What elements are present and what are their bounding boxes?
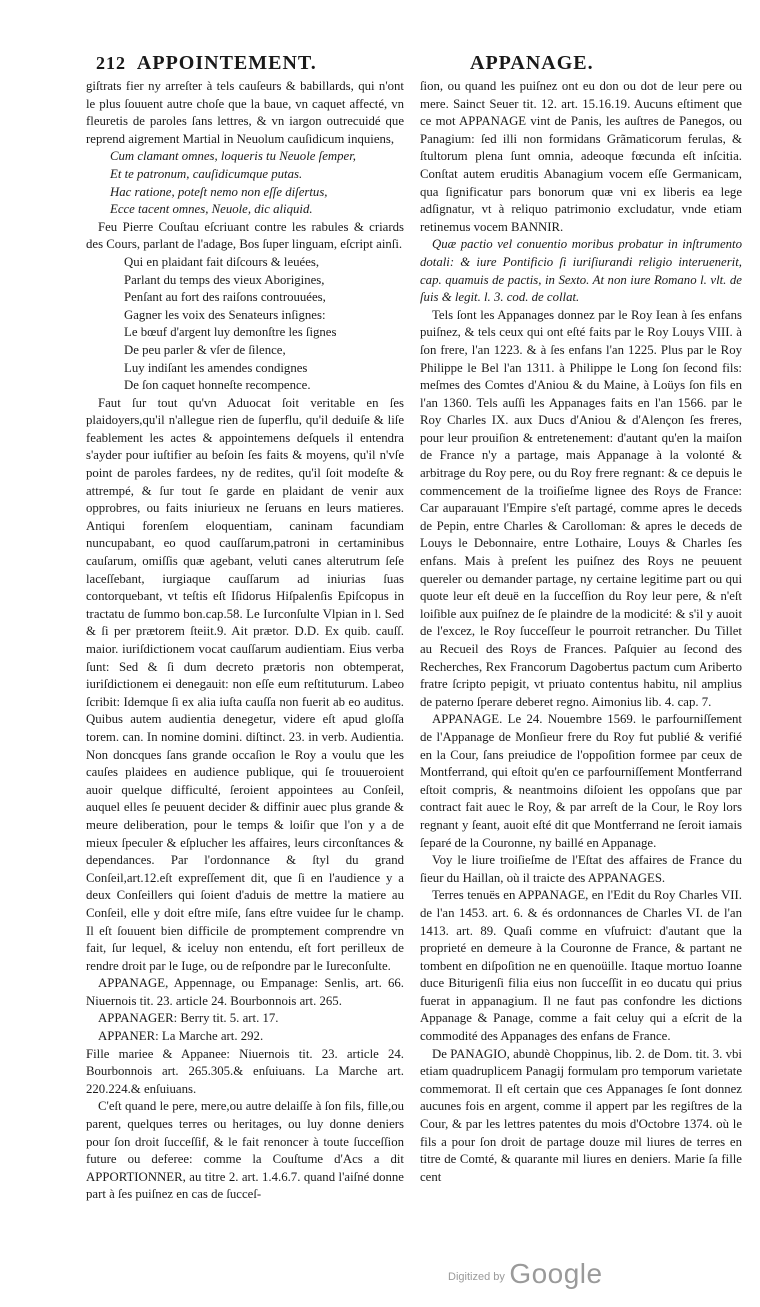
paragraph: APPANAGE. Le 24. Nouembre 1569. le parfourniſſement de l'Appanage de Monſieur frere du Roy fut publié & verifié en la Cour, ſans preiudice de l'oppoſition formee par ceux de Montferrand, qui eſtoit qu'en ce parfourniſſement Montferrand eſtoit compris, & neantmoins diſoient les oppoſans que par contract fait auec le Roy, & par arreſt de la Cour, le Roy lors regnant y ſeant, auoit eſté dit que Montferrand ne ſeroit iamais ſeparé de la Couronne, ny baillé en Appanage. bbox=[420, 712, 742, 850]
definition-entry: APPANAGE, Appennage, ou Empanage: Senlis, art. 66. Niuernois tit. 23. article 24. Bourbonnois art. 265. bbox=[86, 976, 404, 1008]
paragraph: Voy le liure troiſieſme de l'Eſtat des affaires de France du ſieur du Haillan, où il traicte des APPANAGES. bbox=[420, 853, 742, 885]
latin-verse-line: Ecce tacent omnes, Neuole, dic aliquid. bbox=[110, 202, 313, 217]
paragraph: De PANAGIO, abundè Choppinus, lib. 2. de Dom. tit. 3. vbi etiam quadruplicem Panagij formulam pro temporum varietate commemorat. Il eſt certain que ces Appanages ſe ſont donnez aucunes fois en argent, comme il appert par les regiſtres de la Cour, & par les lettres patentes du mois d'Octobre 1374. où le fils a pour ſon droit de partage douze mil liures de terres en titre de Comté, & quarante mil liures en deniers. Marie ſa fille cent bbox=[420, 1046, 742, 1184]
paragraph: Tels ſont les Appanages donnez par le Roy Iean à ſes enfans puiſnez, & tels ceux qui ont eſté faits par le Roy Louys VIII. à ſon frere, l'an 1223. & à ſes enfans l'an 1225. Plus par le Roy Philippe le Bel l'an 1311. à Philippe le Long ſon ſecond fils: meſmes des Comtes d'Aniou & du Maine, à Loüys ſon fils en l'an 1360. Tels auſſi les Appanages faits en l'an 1566. par le Roy Charles IX. aux Ducs d'Aniou & d'Alençon ſes freres, pour leur prouiſion & entretenement: d'autant qu'en la maiſon de France n'y a partage, mais Appanage à la volonté & arbitrage du Roy pere, ou du Roy frere regnant: & ce depuis le commencement de la troiſieſme lignee des Roys de France: Car auparauant l'Empire s'eſt partagé, comme apres le deceds de Pepin, entre Charles & Carolloman: & apres le deceds de Louys le Debonnaire, entre Lothaire, Louys & Charles ſes enfans. Mais à preſent les puiſnez des Roys ne peuuent quereler ou demander partage, ny certaine legitime part ou qui quote leur eſt deuë en la ſucceſſion du Roy leur pere, & n'eſt loiſible aux puiſnez de ſe plaindre de la modicité: & s'il y auoit de l'excez, le Roy ſucceſſeur le pourroit retrancher. Du Tillet au Recueil des Roys de Frances. Paſquier au ſecond des Recherches, Rex Francorum Dagobertus pactum cum Ariberto fratre ſcripto pepigit, vt priuato contentus habitu, nil amplius de paterno ſperare deberet regno. Aimonius lib. 4. cap. 7. bbox=[420, 307, 742, 709]
running-header-left bbox=[96, 52, 317, 75]
page-number: 212 bbox=[96, 53, 126, 73]
definition-entry: APPANER: La Marche art. 292. bbox=[98, 1029, 264, 1044]
left-column bbox=[86, 78, 404, 1204]
paragraph: Terres tenuës en APPANAGE, en l'Edit du Roy Charles VII. de l'an 1453. art. 6. & és ordonnances de Charles VI. de l'an 1413. art. 89. Quaſi comme en vſufruict: d'autant que la proprieté en demeure à la Couronne de France, & partant ne tombent en diſpoſition ne en quenoüille. Itaque mortuo Ioanne duce Biturigenſi filia eius non ſucceſſit in eo ducatu qui prius fuerat in appanagium. Il ne faut pas confondre les dictions Appanage & Panage, comme a fait celuy qui a eſcrit de la commodité des Appanages des enfans de France. bbox=[420, 888, 742, 1044]
paragraph: Feu Pierre Couſtau eſcriuant contre les rabules & criards des Cours, parlant de l'adage, Bos ſuper linguam, eſcript ainſi. bbox=[86, 219, 404, 252]
poem-line: De ſon caquet honneſte recompence. bbox=[124, 378, 311, 393]
column-divider bbox=[418, 80, 419, 1250]
paragraph: Faut ſur tout qu'vn Aduocat ſoit veritable en ſes plaidoyers,qu'il n'allegue rien de ſuperflu, qu'il deduiſe & liſe feablement les actes & appointemens deſquels il entendra s'ayder pour iuſtifier au beſoin ſes faits & moyens, qu'il n'vſe point de paroles fardees, ny de redites, qu'il ſoit modeſte & attrempé, & ſur tout ſe garde en plaidant de venir aux opprobres, ou faits iniurieux ne ſeruans en leurs matieres. Antiqui forenſem eloquentiam, caninam facundiam nuncupabant, eo quod cauſſarum,patroni in certaminibus cauſarum, omiſſis quæ agebant, veluti canes alterutrum ſeſe laceſſebant, iurgiaque cauſſarum ad iniurias ſuas contorquebant, vt teſtis eſt Iſidorus Hiſpalenſis Epiſcopus in tractatu de ſummo bon.cap.58. Le Iurconſulte Vlpian in l. Sed & ſi per prætorem ſteiit.9. Ait prætor. D.D. Ex quib. cauſſ. maior. iuriſdictionem vocat cauſſarum audientiam. Eius verba ſunt: Sed & ſi dum decreto prætoris non obtemperat, iuriſdictionem ei denegauit: non eſſe eum reſtituturum. Labeo ſcribit: Idemque ſi ex alia iuſta cauſſa non fuerit ab eo auditus. Quibus autem audientia denegetur, videre eſt apud gloſſa torem. can. In nomine domini. diſtinct. 23. in verb. Audientia. Non doncques ſans grande occaſion le Roy a voulu que les cauſes plaidees en audience publique, qui ſe trouueroient auoir quelque difficulté, ſeroient appointees au Conſeil, auquel elles ſe peuuent decider & diffinir auec plus grande & meure deliberation, pour le temps & loiſir que l'on y a de mieux ſpeculer & eſplucher les affaires, leurs circonſtances & dependances. Par l'ordonnance & ſtyl du grand Conſeil,art.12.eſt expreſſement dit, que ſi en l'audience y a deux Conſeillers qui ſoient d'aduis de mettre la matiere au Conſeil, elle y doit eſtre miſe, ſans eſtre vuidee ſur le champ. Il eſt ſouuent bien difficile de promptement comprendre vn fait, ſur lequel, & iceluy non entendu, eſt fort perilleux de rendre droit par le Iuge, ou de reſpondre par le Iureconſulte. bbox=[86, 395, 404, 973]
latin-citation: Quæ pactio vel conuentio moribus probatur in inſtrumento dotali: & iure Pontificio ſi iuriſiurandi religio interuenerit, cap. quamuis de pactis, in Sexto. At non iure Romano l. vlt. de ſuis & legit. l. 3. cod. de collat. bbox=[420, 237, 742, 305]
poem-line: Parlant du temps des vieux Aborigines, bbox=[124, 272, 325, 287]
latin-verse-line: Et te patronum, cauſidicumque putas. bbox=[110, 166, 303, 181]
poem-line: Le bœuf d'argent luy demonſtre les ſignes bbox=[124, 325, 337, 340]
poem-line: Qui en plaidant fait diſcours & leuées, bbox=[124, 254, 320, 269]
digitized-by-label: Digitized by bbox=[448, 1271, 505, 1283]
paragraph: C'eſt quand le pere, mere,ou autre delaiſſe à ſon fils, fille,ou parent, quelques terres ou heritages, ou luy donne deniers pour ſon droit ſucceſſif, & le fait renoncer à toute ſucceſſion future ou deferee: comme la Couſtume d'Acs a dit APPORTIONNER, au titre 2. art. 1.4.6.7. quand l'aiſné donne part à ſes puiſnez en cas de ſucceſ- bbox=[86, 1099, 404, 1202]
running-title-right: APPANAGE. bbox=[470, 52, 594, 74]
latin-verse-line: Hac ratione, poteſt nemo non eſſe diſertus, bbox=[110, 184, 328, 199]
definition-entry: Fille mariee & Appanee: Niuernois tit. 23. article 24. Bourbonnois art. 265.305.& enſuiuans. La Marche art. 220.224.& enſuiuans. bbox=[86, 1046, 404, 1096]
digitized-by-watermark bbox=[448, 1258, 603, 1290]
right-column bbox=[420, 78, 742, 1186]
poem-line: Gagner les voix des Senateurs inſignes: bbox=[124, 307, 326, 322]
paragraph: giſtrats fier ny arreſter à tels cauſeurs & babillards, qui n'ont le plus ſouuent autre choſe que la baue, vn caquet affecté, vn fleuretis de paroles ſans lettres, & vn iargon outrecuidé que reprend aigrement Martial in Neuolum cauſidicum inquiens, bbox=[86, 79, 404, 146]
poem-line: Penſant au fort des raiſons controuuées, bbox=[124, 290, 326, 305]
definition-entry: APPANAGER: Berry tit. 5. art. 17. bbox=[98, 1011, 279, 1026]
poem-line: Luy indiſant les amendes condignes bbox=[124, 360, 308, 375]
running-title-left: APPOINTEMENT. bbox=[136, 52, 317, 74]
latin-verse-line: Cum clamant omnes, loqueris tu Neuole ſemper, bbox=[110, 149, 356, 164]
paragraph: ſion, ou quand les puiſnez ont eu don ou dot de leur pere ou mere. Sainct Seuer tit. 12. art. 15.16.19. Aucuns eſtiment que ce mot APPANAGE vint de Panis, les auſtres de Panegos, ou Panagium: ſed illi non formidans Grãmaticorum ferulas, & ſtultorum plena ſunt omnia, adeoque fœcunda eſt inſcitia. Conſtat autem eruditis Abanagium vocem eſſe Germanicam, qua ſignificatur pars bonorum quæ vni ex liberis ea lege adſignatur, vt à reliquo patrimonio excludatur, vnde etiam retinemus vocem BANNIR. bbox=[420, 79, 742, 234]
google-logo: Google bbox=[509, 1258, 603, 1289]
poem-line: De peu parler & vſer de ſilence, bbox=[124, 342, 286, 357]
